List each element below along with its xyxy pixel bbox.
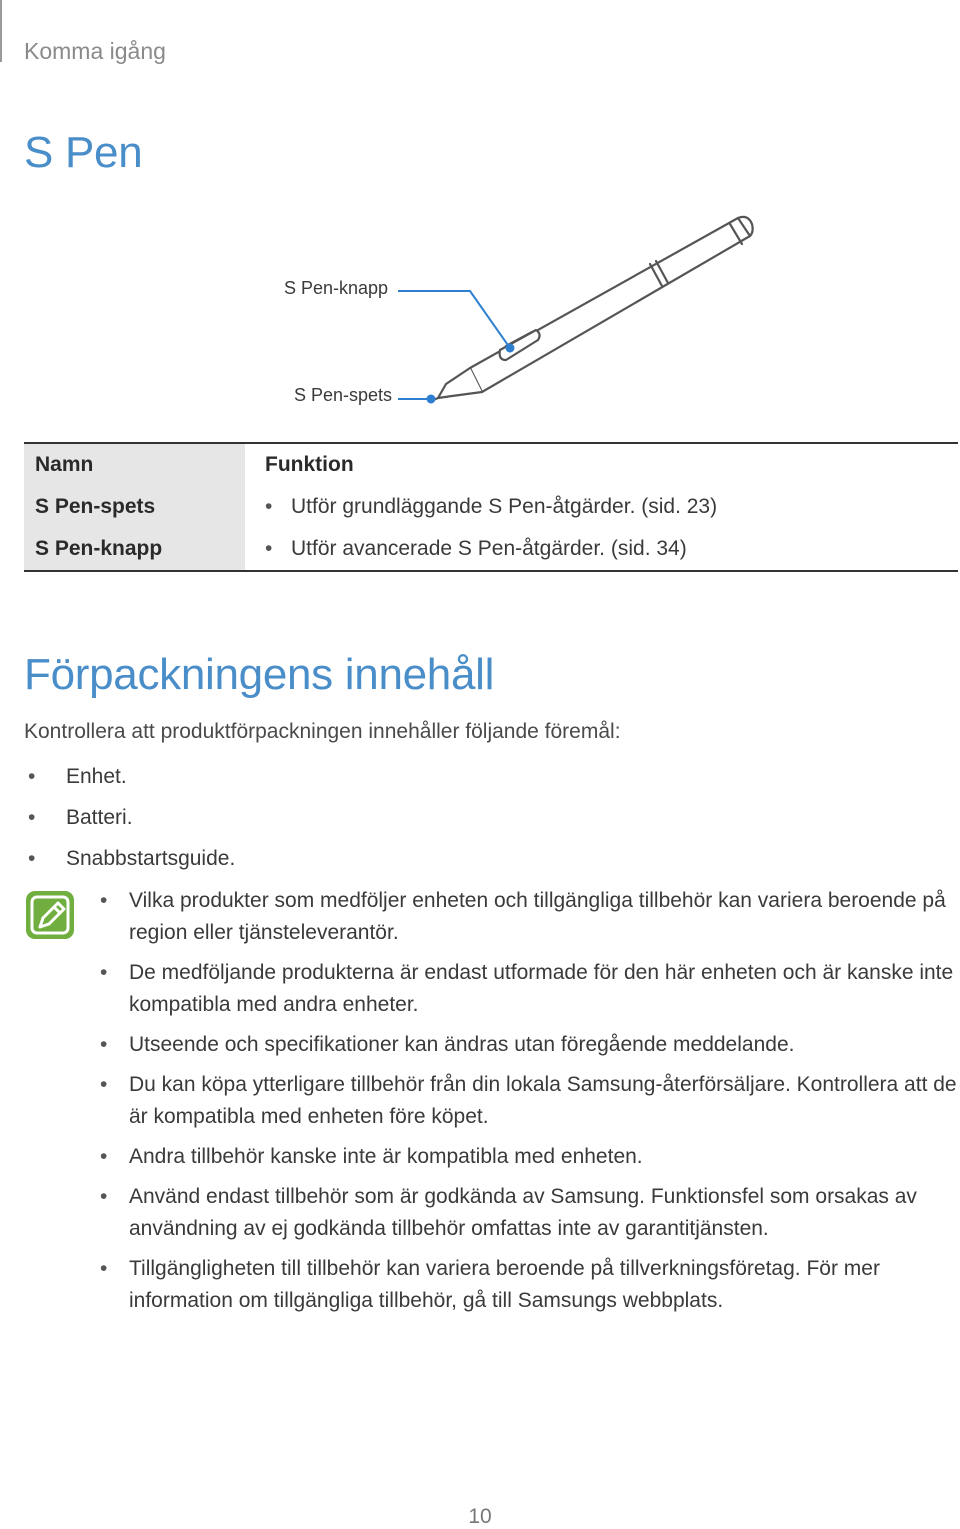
note-item [100,1141,960,1173]
note-item [100,885,960,949]
note-text: De medföljande produkterna är endast utformade för den här enheten och är kanske inte kompatibla med andra enheter. [129,961,954,1016]
note-text: Använd endast tillbehör som är godkända av Samsung. Funktionsfel som orsakas av användning av ej godkända tillbehör omfattas inte av garantitjänsten. [129,1185,917,1240]
header-function: Funktion [265,453,354,476]
callout-label-button: S Pen-knapp [284,278,389,298]
table-header-row [24,443,958,486]
notes-list [100,885,960,1325]
bullet: • [28,765,36,788]
section-label: Komma igång [24,38,166,64]
row-function [245,528,958,571]
list-item [24,803,235,844]
note-item [100,1069,960,1133]
table-row [24,486,958,528]
package-contents-list [24,762,235,885]
note-text: Du kan köpa ytterligare tillbehör från din lokala Samsung-återförsäljare. Kontrollera att de är kompatibla med enheten före köpet. [129,1073,957,1128]
bullet: • [265,495,273,518]
package-title: Förpackningens innehåll [24,650,495,699]
note-item [100,1253,960,1317]
row-function [245,486,958,528]
list-item [24,844,235,885]
page-edge-marker [0,0,2,62]
table-row [24,528,958,571]
bullet: • [100,1073,108,1096]
bullet: • [100,1033,108,1056]
bullet: • [265,537,273,560]
bullet: • [100,889,108,912]
list-item-text: Enhet. [66,765,127,788]
package-intro: Kontrollera att produktförpackningen innehåller följande föremål: [24,720,621,743]
header-name: Namn [24,443,245,486]
row-function-text: Utför grundläggande S Pen-åtgärder. (sid. 23) [291,495,718,518]
spen-function-table [24,442,958,572]
bullet: • [28,847,36,870]
page-number: 10 [468,1505,492,1528]
note-text: Utseende och specifikationer kan ändras utan föregående meddelande. [129,1033,795,1056]
note-text: Tillgängligheten till tillbehör kan variera beroende på tillverkningsföretag. För mer information om tillgängliga tillbehör, gå till Samsungs webbplats. [129,1257,880,1312]
callout-label-tip: S Pen-spets [294,385,393,405]
note-item [100,1181,960,1245]
list-item-text: Batteri. [66,806,133,829]
note-text: Andra tillbehör kanske inte är kompatibla med enheten. [129,1145,643,1168]
bullet: • [100,1145,108,1168]
row-name: S Pen-spets [24,486,245,528]
bullet: • [100,1257,108,1280]
row-name: S Pen-knapp [24,528,245,571]
note-item [100,957,960,1021]
row-function-text: Utför avancerade S Pen-åtgärder. (sid. 34) [291,537,687,560]
bullet: • [100,1185,108,1208]
list-item-text: Snabbstartsguide. [66,847,236,870]
note-pencil-icon [24,889,76,941]
note-item [100,1029,960,1061]
list-item [24,762,235,803]
spen-title: S Pen [24,128,143,177]
note-text: Vilka produkter som medföljer enheten och tillgängliga tillbehör kan variera beroende på region eller tjänsteleverantör. [129,889,946,944]
bullet: • [100,961,108,984]
bullet: • [28,806,36,829]
